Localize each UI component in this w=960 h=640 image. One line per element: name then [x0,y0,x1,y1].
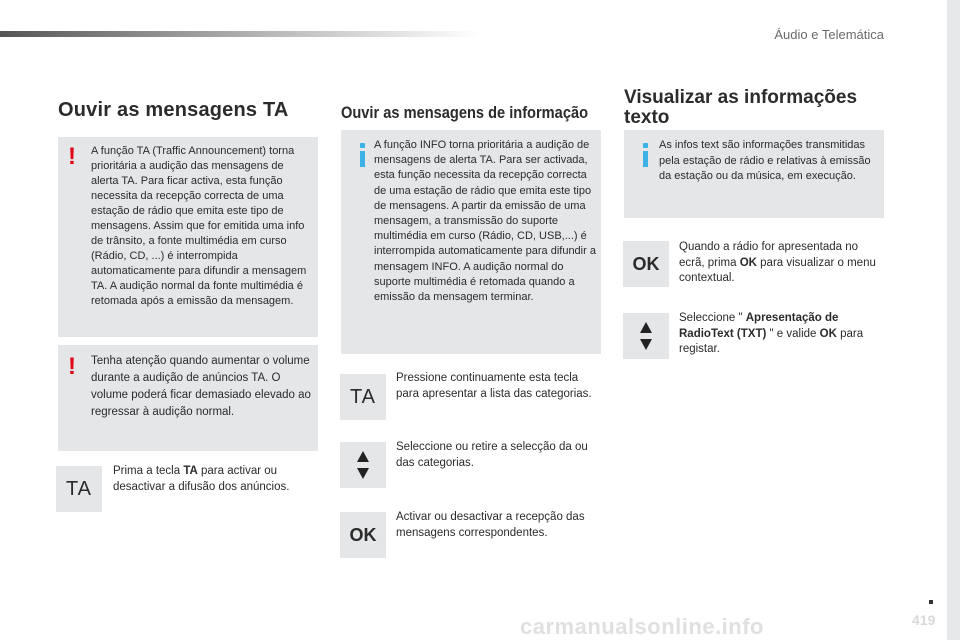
page-edge-strip [947,0,960,640]
header-gradient-bar [0,31,480,37]
col1-warning-text: A função TA (Traffic Announcement) torna prioritária a audição das mensagens de alerta TA. Para ficar activa, esta função necessita da recepção correcta de uma estação de rádio que emita este tipo de mensagens. Assim que for emitida uma info de trânsito, a fonte multimédia em curso (Rádio, CD, ...) é interrompida automaticamente para difundir a mensagem TA. A audição normal da fonte multimédia é retomada após a emissão da mensagem. [91,145,307,307]
col3-step2: Seleccione " Apresentação de RadioText (TXT) " e valide OK para registar. [679,312,864,355]
col1-caution-box [58,345,318,451]
col3-info-text: As infos text são informações transmitidas pela estação de rádio e relativas à emissão da estação ou da música, em execução. [659,139,871,182]
col3-step1: Quando a rádio for apresentada no ecrã, prima OK para visualizar o menu contextual. [679,241,876,284]
info-icon [643,143,649,167]
col2-info-text: A função INFO torna prioritária a audição de mensagens de alerta TA. Para ser activada, esta função necessita da recepção correcta de uma estação de rádio que emita este tipo de mensagens. A partir da emissão de uma mensagem, a transmissão do suporte multimédia em curso (Rádio, CD, USB,...) é interrompida automaticamente para difundir a mensagem INFO. A audição normal do suporte multimédia é retomada quando a emissão da mensagem terminar. [374,139,596,304]
col1-step: Prima a tecla TA para activar ou desactivar a difusão dos anúncios. [113,465,290,493]
watermark: carmanualsonline.info [520,614,764,639]
col2-info-box [341,130,601,354]
up-down-arrows-icon [623,313,669,359]
col3-info-box [624,130,884,218]
col2-step2: Seleccione ou retire a selecção da ou das categorias. [396,441,588,469]
ta-key-icon: TA [56,466,102,512]
up-down-arrows-icon [340,442,386,488]
ta-key-icon: TA [340,374,386,420]
col3-title [624,88,857,128]
ok-key-icon: OK [340,512,386,558]
exclamation-icon: ! [68,143,76,170]
col3-title-line2: texto [624,107,670,128]
col2-step3: Activar ou desactivar a recepção das mensagens correspondentes. [396,511,585,539]
col1-title: Ouvir as mensagens TA [58,99,289,121]
col3-title-line1: Visualizar as informações [624,87,858,108]
page-marker [929,600,933,604]
section-label: Áudio e Telemática [774,27,884,42]
ok-key-icon: OK [623,241,669,287]
page-number: 419 [912,612,936,628]
col1-caution-text: Tenha atenção quando aumentar o volume durante a audição de anúncios TA. O volume poderá ficar demasiado elevado ao regressar à audição normal. [91,355,311,418]
col2-step1: Pressione continuamente esta tecla para apresentar a lista das categorias. [396,372,592,400]
col2-title: Ouvir as mensagens de informação [341,103,589,122]
exclamation-icon: ! [68,353,76,380]
col1-warning-box [58,137,318,337]
info-icon [360,143,366,167]
